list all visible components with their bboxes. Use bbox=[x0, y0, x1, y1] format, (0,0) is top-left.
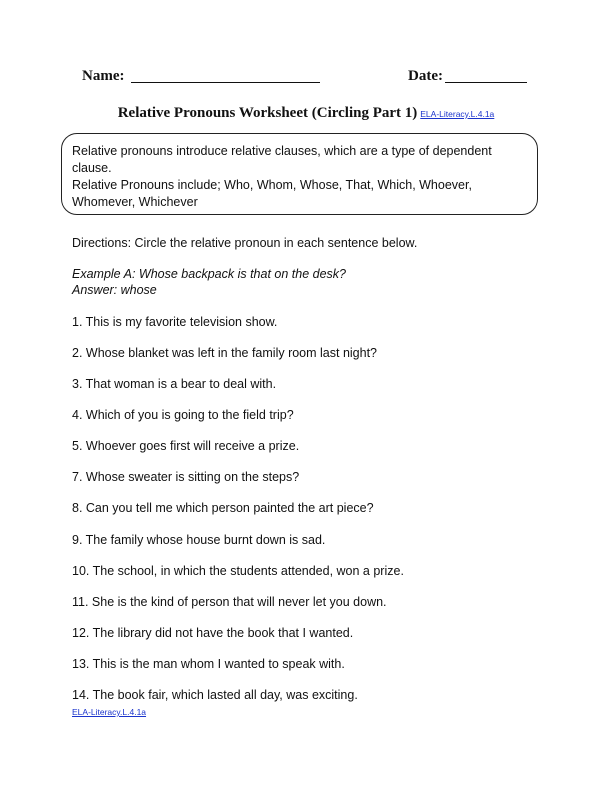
question-item: 3. That woman is a bear to deal with. bbox=[72, 377, 277, 391]
standard-link[interactable]: ELA-Literacy.L.4.1a bbox=[420, 109, 495, 119]
question-item: 9. The family whose house burnt down is sad. bbox=[72, 533, 326, 547]
question-item: 5. Whoever goes first will receive a prize. bbox=[72, 439, 300, 453]
question-item: 10. The school, in which the students attended, won a prize. bbox=[72, 564, 404, 578]
question-item: 7. Whose sweater is sitting on the steps? bbox=[72, 470, 300, 484]
question-item: 4. Which of you is going to the field trip? bbox=[72, 408, 294, 422]
question-item: 2. Whose blanket was left in the family room last night? bbox=[72, 346, 378, 360]
worksheet-title: Relative Pronouns Worksheet (Circling Part 1) bbox=[117, 105, 418, 121]
pronoun-list-line: Whomever, Whichever bbox=[72, 195, 198, 209]
date-blank-line bbox=[445, 82, 527, 83]
name-blank-line bbox=[131, 82, 320, 83]
name-label: Name: bbox=[82, 68, 125, 84]
directions-text: Directions: Circle the relative pronoun in each sentence below. bbox=[72, 236, 418, 250]
question-item: 13. This is the man whom I wanted to speak with. bbox=[72, 657, 345, 671]
example-answer: Answer: whose bbox=[72, 283, 157, 297]
question-item: 12. The library did not have the book that I wanted. bbox=[72, 626, 354, 640]
definition-line: Relative pronouns introduce relative clauses, which are a type of dependent bbox=[72, 144, 492, 158]
worksheet-title-row bbox=[0, 104, 612, 122]
question-item: 11. She is the kind of person that will never let you down. bbox=[72, 595, 387, 609]
question-item: 1. This is my favorite television show. bbox=[72, 315, 278, 329]
example-question: Example A: Whose backpack is that on the desk? bbox=[72, 267, 346, 281]
question-item: 8. Can you tell me which person painted the art piece? bbox=[72, 501, 374, 515]
footer-standard-link[interactable]: ELA-Literacy.L.4.1a bbox=[72, 707, 147, 717]
pronoun-list-line: Relative Pronouns include; Who, Whom, Whose, That, Which, Whoever, bbox=[72, 178, 472, 192]
worksheet-header bbox=[0, 68, 612, 88]
definition-box bbox=[61, 133, 538, 215]
definition-line: clause. bbox=[72, 161, 112, 175]
date-label: Date: bbox=[408, 68, 443, 84]
question-item: 14. The book fair, which lasted all day, was exciting. bbox=[72, 688, 358, 702]
